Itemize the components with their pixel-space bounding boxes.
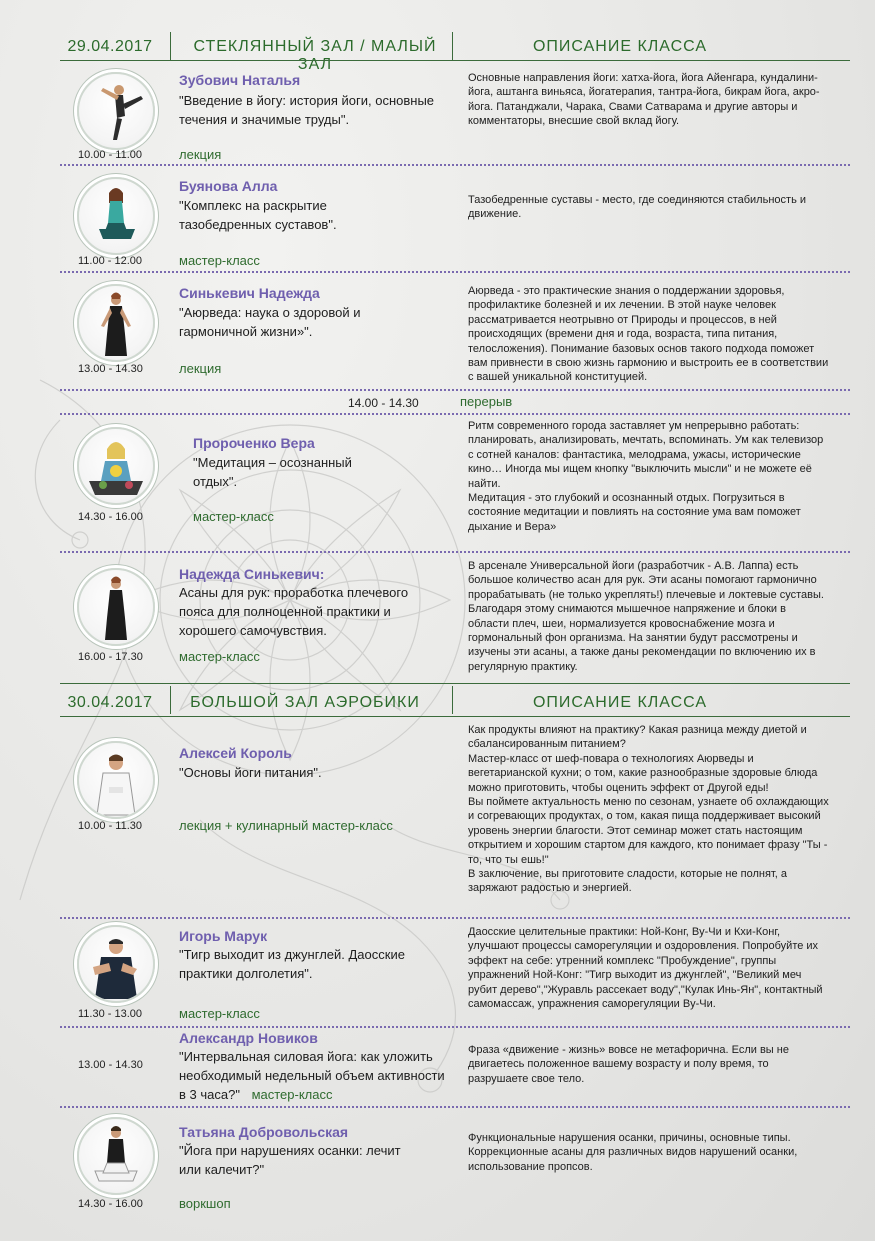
divider <box>60 917 850 919</box>
divider <box>60 60 850 61</box>
class-title: Асаны для рук: проработка плечевого пояса для полноценной практики и хорошего самочувствия. <box>179 585 409 638</box>
section-hall: СТЕКЛЯННЫЙ ЗАЛ / МАЛЫЙ ЗАЛ <box>193 38 437 73</box>
instructor-name: Игорь Марук <box>179 928 268 944</box>
divider <box>60 164 850 166</box>
divider <box>60 551 850 553</box>
class-description <box>468 71 830 129</box>
class-time: 10.00 - 11.30 <box>78 820 143 832</box>
description-paragraph: Медитация - это глубокий и осознанный отдых. Погрузиться в состояние медитации и повлиять на состояние ума вам поможет дыхание и Вера» <box>468 492 801 533</box>
instructor-name: Синькевич Надежда <box>179 285 320 301</box>
divider <box>60 413 850 415</box>
section-hall: БОЛЬШОЙ ЗАЛ АЭРОБИКИ <box>190 694 420 711</box>
class-description <box>468 559 830 674</box>
instructor-name: Зубович Наталья <box>179 72 301 88</box>
class-type: мастер-класс <box>251 1087 333 1102</box>
instructor-name: Пророченко Вера <box>193 435 315 451</box>
class-time: 14.30 - 16.00 <box>78 1198 143 1210</box>
class-description <box>468 925 830 1011</box>
class-type: мастер-класс <box>193 509 274 524</box>
class-title <box>179 1047 449 1104</box>
description-paragraph: Как продукты влияют на практику? Какая разница между диетой и сбалансированным питанием? <box>468 724 807 751</box>
section-desc-header: ОПИСАНИЕ КЛАССА <box>532 38 708 55</box>
class-type: воркшоп <box>179 1196 231 1211</box>
description-paragraph: В заключение, вы приготовите сладости, которые не полнят, а заряжают радостью и энергией. <box>468 868 787 895</box>
class-title: "Медитация – осознанный отдых". <box>193 455 352 489</box>
divider <box>60 683 850 684</box>
class-type: мастер-класс <box>179 1006 260 1021</box>
avatar <box>77 741 155 819</box>
divider <box>60 716 850 717</box>
class-time: 14.30 - 16.00 <box>78 511 143 523</box>
avatar <box>77 427 155 505</box>
divider <box>60 1026 850 1028</box>
class-title: "Введение в йогу: история йоги, основные течения и значимые труды". <box>179 93 435 127</box>
section-desc-header: ОПИСАНИЕ КЛАССА <box>532 694 708 711</box>
avatar <box>77 1117 155 1195</box>
class-type: лекция <box>179 361 222 376</box>
divider <box>452 686 453 714</box>
class-title-text: "Интервальная силовая йога: как уложить необходимый недельный объем активности в 3 часа?" <box>179 1049 445 1102</box>
section-header-2 <box>0 690 875 718</box>
avatar <box>77 925 155 1003</box>
instructor-name: Алексей Король <box>179 745 292 761</box>
break-time: 14.00 - 14.30 <box>348 396 419 410</box>
class-description <box>468 284 830 385</box>
divider <box>60 271 850 273</box>
description-paragraph: В арсенале Универсальной йоги (разработчик - А.В. Лаппа) есть большое количество асан для рук. Эти асаны помогают гармонично прорабатывать (не только укреплять!) плечевые и локтевые суставы. Благодаря этому снимаются мышечное напряжение и блоки в области плеч, шеи, нормализуется кровоснабжение мозга и гормональный фон организма. На занятии будут рассмотрены и изучены эти асаны, а также даны рекомендации по включению их в регулярную практику. <box>468 560 824 673</box>
class-time: 11.30 - 13.00 <box>78 1008 143 1020</box>
class-time: 16.00 - 17.30 <box>78 651 143 663</box>
description-paragraph: Аюрведа - это практические знания о поддержании здоровья, профилактике болезней и их лечении. В этой науке человек рассматривается неотрывно от Природы и процессов, в ней происходящих (времени дня и года, возраста, типа питания, телосложения). Понимание базовых основ такого подхода поможет вам привнести в свою жизнь гармонию и выстроить ее в соответствии с вашей уникальной конституцией. <box>468 285 829 384</box>
description-paragraph: Основные направления йоги: хатха-йога, йога Айенгара, кундалини-йога, аштанга виньяса, йогатерапия, тантра-йога, бикрам йога, акро-йога. Патанджали, Чарака, Свами Сатварама и другие авторы и комментаторы, внесшие свой вклад йогу. <box>468 72 820 128</box>
instructor-name: Александр Новиков <box>179 1030 318 1046</box>
class-type: лекция + кулинарный мастер-класс <box>179 818 393 833</box>
class-title: "Йога при нарушениях осанки: лечит или калечит?" <box>179 1143 401 1177</box>
class-description <box>468 419 830 534</box>
class-title: "Тигр выходит из джунглей. Даосские практики долголетия". <box>179 947 405 981</box>
instructor-name: Буянова Алла <box>179 178 278 194</box>
class-title: "Комплекс на раскрытие тазобедренных суставов". <box>179 198 337 232</box>
class-time: 11.00 - 12.00 <box>78 255 143 267</box>
class-title: "Аюрведа: наука о здоровой и гармоничной жизни»". <box>179 305 361 339</box>
description-paragraph: Даосские целительные практики: Ной-Конг, Ву-Чи и Кхи-Конг, улучшают процессы саморегуляции и оздоровления. Попробуйте их эффект на себе: утренний комплекс "Пробуждение", группы упражнений Ной-Конг: "Тигр выходит из джунглей", "Великий меч рубит дерево","Журавль рассекает воду","Кулак Инь-Ян", контактный самомассаж, упражнения саморегуляции Ву-Чи. <box>468 926 823 1011</box>
class-type: мастер-класс <box>179 649 260 664</box>
instructor-name: Татьяна Добровольская <box>179 1124 349 1140</box>
section-header-1 <box>0 34 875 73</box>
divider <box>60 389 850 391</box>
class-title: "Основы йоги питания". <box>179 765 322 780</box>
description-paragraph: Вы поймете актуальность меню по сезонам, узнаете об охлаждающих и согревающих продуктах, о том, какая пища поддерживает высокий уровень энергии благости. Этот семинар может стать настоящим открытием и хорошим стартом для каждого, кто понимает фразу "Ты - то, что ты ешь!" <box>468 796 829 866</box>
divider <box>170 32 171 60</box>
description-paragraph: Ритм современного города заставляет ум непрерывно работать: планировать, анализировать, мечтать, вспоминать. Ум как телевизор с сотней каналов: фантастика, мелодрама, ужасы, исторические кино… Иногда мы ищем кнопку "выключить мысли" и не можете её найти. <box>468 420 824 490</box>
break-label: перерыв <box>460 394 513 409</box>
avatar <box>77 568 155 646</box>
class-description <box>468 1043 830 1086</box>
class-type: лекция <box>179 147 222 162</box>
class-time: 13.00 - 14.30 <box>78 1059 143 1071</box>
class-description <box>468 1131 830 1174</box>
class-type: мастер-класс <box>179 253 260 268</box>
description-paragraph: Тазобедренные суставы - место, где соединяются стабильность и движение. <box>468 194 806 221</box>
class-time: 10.00 - 11.00 <box>78 149 143 161</box>
divider <box>60 1106 850 1108</box>
avatar <box>77 284 155 362</box>
class-description <box>468 193 830 222</box>
class-description <box>468 723 830 896</box>
divider <box>452 32 453 60</box>
instructor-name: Надежда Синькевич: <box>179 566 325 582</box>
description-paragraph: Функциональные нарушения осанки, причины, основные типы. Коррекционные асаны для различных видов нарушений осанки, использование пропсов. <box>468 1132 798 1173</box>
divider <box>170 686 171 714</box>
avatar <box>77 72 155 150</box>
section-date: 30.04.2017 <box>67 694 153 711</box>
description-paragraph: Мастер-класс от шеф-повара о технологиях Аюрведы и вегетарианской кухни; о том, какие разнообразные здоровые блюда можно приготовить, чтобы оценить эффект от Другой еды! <box>468 752 818 794</box>
section-date: 29.04.2017 <box>67 38 153 55</box>
description-paragraph: Фраза «движение - жизнь» вовсе не метафорична. Если вы не двигаетесь положенное вашему возрасту и полу время, то разрушаете свое тело. <box>468 1044 789 1085</box>
class-time: 13.00 - 14.30 <box>78 363 143 375</box>
avatar <box>77 177 155 255</box>
